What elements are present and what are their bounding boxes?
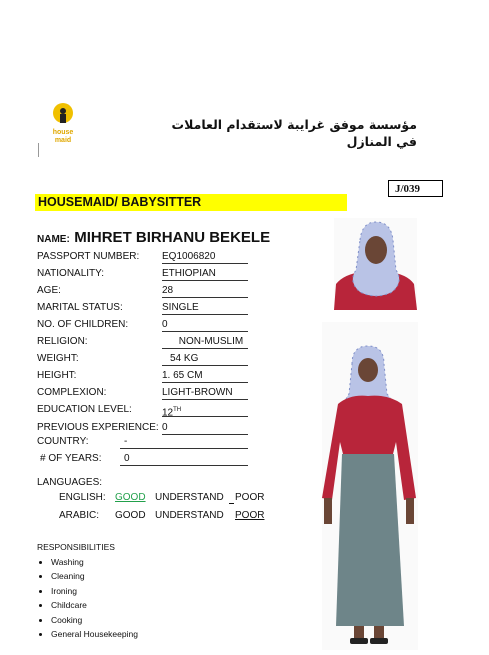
marital-status-value: SINGLE bbox=[162, 302, 248, 315]
field-label: WEIGHT: bbox=[37, 353, 79, 364]
svg-text:house: house bbox=[52, 129, 74, 136]
responsibilities-list bbox=[37, 555, 138, 641]
years-value: 0 bbox=[120, 453, 248, 466]
weight-value: 54 KG bbox=[162, 353, 248, 366]
list-item: • Ironing bbox=[51, 584, 138, 598]
list-item: • General Housekeeping bbox=[51, 627, 138, 641]
field-label: PASSPORT NUMBER: bbox=[37, 251, 140, 262]
education-number: 12 bbox=[162, 407, 174, 419]
education-value bbox=[162, 404, 248, 417]
agency-name-line1: مؤسسة موفق غرايبة لاستقدام العاملات bbox=[171, 117, 417, 132]
field-label: HEIGHT: bbox=[37, 370, 77, 381]
english-label: ENGLISH: bbox=[59, 492, 106, 503]
field-label: AGE: bbox=[37, 285, 61, 296]
complexion-value: LIGHT-BROWN bbox=[162, 387, 248, 400]
list-item: • Childcare bbox=[51, 598, 138, 612]
name-label: NAME: bbox=[37, 234, 70, 245]
arabic-understand: UNDERSTAND bbox=[155, 510, 224, 521]
nationality-value: ETHIOPIAN bbox=[162, 268, 248, 281]
years-label: # OF YEARS: bbox=[40, 453, 102, 464]
english-separator bbox=[229, 503, 234, 504]
country-value: - bbox=[120, 436, 248, 449]
responsibilities-title: RESPONSIBILITIES bbox=[37, 542, 115, 552]
reference-code: J/039 bbox=[388, 180, 443, 197]
list-item: • Cleaning bbox=[51, 569, 138, 583]
field-label: COMPLEXION: bbox=[37, 387, 107, 398]
agency-name-arabic bbox=[172, 116, 417, 150]
arabic-good: GOOD bbox=[115, 510, 146, 521]
full-body-photo bbox=[322, 322, 418, 650]
agency-name-line2: في المنازل bbox=[346, 134, 417, 149]
religion-value: NON-MUSLIM bbox=[162, 336, 248, 349]
arabic-label: ARABIC: bbox=[59, 510, 100, 521]
field-label: NO. OF CHILDREN: bbox=[37, 319, 129, 330]
field-label: NATIONALITY: bbox=[37, 268, 105, 279]
passport-value: EQ1006820 bbox=[162, 251, 248, 264]
experience-value: 0 bbox=[162, 422, 248, 435]
languages-title: LANGUAGES: bbox=[37, 477, 103, 488]
list-item: • Washing bbox=[51, 555, 138, 569]
english-good: GOOD bbox=[115, 492, 146, 503]
company-logo bbox=[48, 100, 78, 150]
field-label: PREVIOUS EXPERIENCE: bbox=[37, 422, 159, 433]
job-title-banner: HOUSEMAID/ BABYSITTER bbox=[35, 194, 347, 211]
name-row bbox=[37, 229, 270, 247]
name-value: MIHRET BIRHANU BEKELE bbox=[74, 229, 271, 246]
field-label: RELIGION: bbox=[37, 336, 88, 347]
svg-text:maid: maid bbox=[54, 137, 72, 144]
english-understand: UNDERSTAND bbox=[155, 492, 224, 503]
arabic-poor: POOR bbox=[235, 510, 265, 521]
education-suffix: TH bbox=[173, 407, 182, 413]
country-label: COUNTRY: bbox=[37, 436, 89, 447]
english-poor: POOR bbox=[235, 492, 265, 503]
height-value: 1. 65 CM bbox=[162, 370, 248, 383]
header-divider bbox=[38, 143, 39, 157]
field-label: EDUCATION LEVEL: bbox=[37, 404, 132, 415]
list-item: • Cooking bbox=[51, 613, 138, 627]
field-label: MARITAL STATUS: bbox=[37, 302, 123, 313]
portrait-photo bbox=[334, 218, 417, 310]
children-value: 0 bbox=[162, 319, 248, 332]
age-value: 28 bbox=[162, 285, 248, 298]
